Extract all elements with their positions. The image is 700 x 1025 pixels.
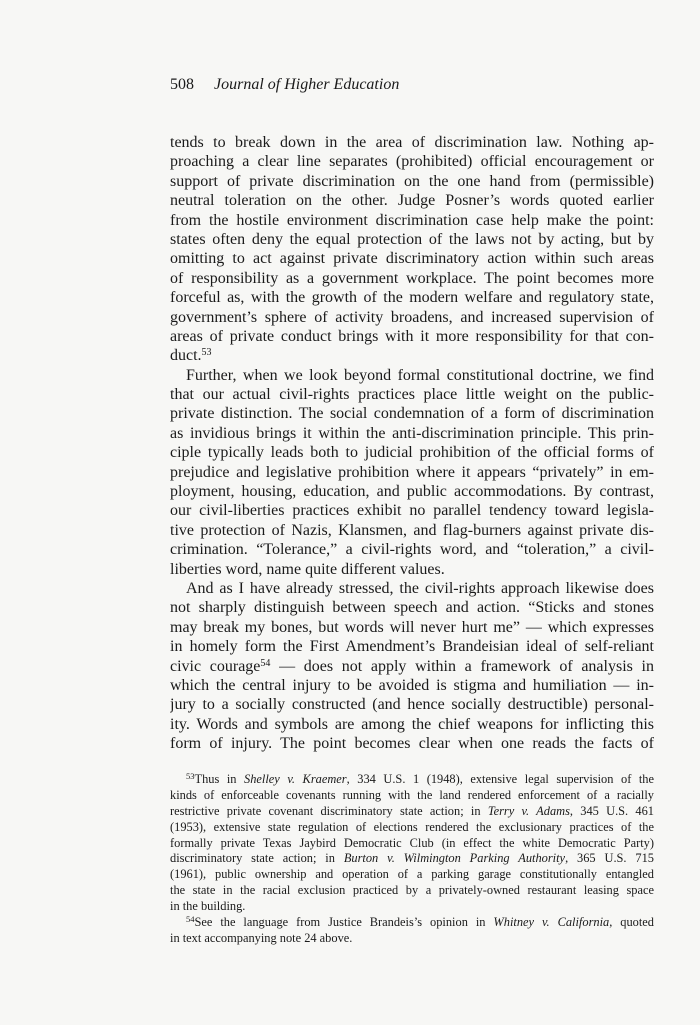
text-line: tive protection of Nazis, Klansmen, and flag-burners against private dis- [170,521,654,539]
footnote-line: in text accompanying note 24 above. [170,930,353,945]
text-line: our civil-liberties practices exhibit no parallel tendency toward legisla- [170,502,654,520]
text-line: private distinction. The social condemnation of a form of discrimination [170,405,654,423]
text-line: neutral toleration on the other. Judge Posner’s words quoted earlier [170,192,654,210]
text-line: forceful as, with the growth of the modern welfare and regulatory state, [170,289,654,307]
body-text [170,133,654,754]
text-line: support of private discrimination on the one hand from (permissible) [170,172,654,190]
text-line: jury to a socially constructed (and hence socially destructible) personal- [170,696,654,714]
text-line: from the hostile environment discrimination case help make the point: [170,211,654,229]
footnote-54 [170,915,654,947]
text-line: may break my bones, but words will never hurt me” — which expresses [170,618,654,636]
text-line: which the central injury to be avoided is stigma and humiliation — in- [170,676,654,694]
text-line: areas of private conduct brings with it more responsibility for that con- [170,327,654,345]
footnotes [170,772,654,947]
footnote-line: the state in the racial exclusion practiced by a privately-owned restaurant leasing space [170,883,654,898]
text-line: And as I have already stressed, the civil-rights approach likewise does [186,579,654,597]
text-line: Further, when we look beyond formal constitutional doctrine, we find [186,366,654,384]
text-line: that our actual civil-rights practices place little weight on the public- [170,386,654,404]
case-name: Burton v. Wilmington Parking Authority [343,851,566,866]
footnote-line: kinds of enforceable covenants running with the land rendered enforcement of a racially [170,787,654,802]
case-name: Whitney v. California [493,915,610,930]
footnote-line: restrictive private covenant discriminatory state action; in Terry v. Adams, 345 U.S. 461 [170,803,654,818]
text-line: not sharply distinguish between speech and action. “Sticks and stones [170,599,654,617]
footnote-line: in the building. [170,899,246,914]
text-line: ity. Words and symbols are among the chief weapons for inflicting this [170,715,654,733]
text-line: ciple typically leads both to judicial prohibition of the official forms of [170,444,654,462]
footnote-line: $^{54}$See the language from Justice Brandeis’s opinion in Whitney v. California, quoted [186,915,654,930]
footnote-line: discriminatory state action; in Burton v. Wilmington Parking Authority, 365 U.S. 715 [170,851,654,866]
text-line: tends to break down in the area of discrimination law. Nothing ap- [170,134,654,151]
footnote-line: formally private Texas Jaybird Democratic Club (in effect the white Democratic Party) [170,835,654,850]
text-line: crimination. “Tolerance,” a civil-rights word, and “toleration,” a civil- [170,541,654,559]
text-line: liberties word, name quite different values. [170,560,445,578]
text-line: in homely form the First Amendment’s Brandeisian ideal of self-reliant [170,638,654,656]
footnote-line: (1953), extensive state regulation of elections rendered the exclusionary practices of the [170,819,654,834]
footnote-ref-54[interactable]: 54 [260,657,271,669]
text-fragment: duct. [170,347,202,365]
footnote-line: $^{53}$Thus in Shelley v. Kraemer, 334 U.S. 1 (1948), extensive legal supervision of the [186,772,654,786]
text-line: omitting to act against private discriminatory action within such areas [170,250,654,268]
journal-title: Journal of Higher Education [214,76,400,93]
footnote-ref-53[interactable]: 53 [201,347,212,359]
text-line: proaching a clear line separates (prohibited) official encouragement or [170,153,654,171]
text-line: ployment, housing, education, and public accommodations. By contrast, [170,483,654,501]
text-line [170,657,654,676]
footnote-53 [170,772,654,915]
page-number: 508 [170,76,194,93]
text-line: prejudice and legislative prohibition where it appears “privately” in em- [170,463,654,481]
text-line [170,346,654,365]
text-line: of responsibility as a government workplace. The point becomes more [170,269,654,287]
footnote-line: (1961), public ownership and operation of a parking garage constitutionally entangled [170,867,654,882]
text-line: government’s sphere of activity broadens, and increased supervision of [170,308,654,326]
text-fragment: — does not apply within a framework of analysis in [270,657,654,675]
case-name: Terry v. Adams [487,803,570,818]
text-line: as invidious brings it within the anti-discrimination principle. This prin- [170,424,654,442]
text-fragment: civic courage [170,657,261,675]
text-line: states often deny the equal protection of the laws not by acting, but by [170,230,654,248]
text-line: form of injury. The point becomes clear when one reads the facts of [170,735,654,753]
running-head [170,76,399,94]
case-name: Shelley v. Kraemer [244,772,347,786]
